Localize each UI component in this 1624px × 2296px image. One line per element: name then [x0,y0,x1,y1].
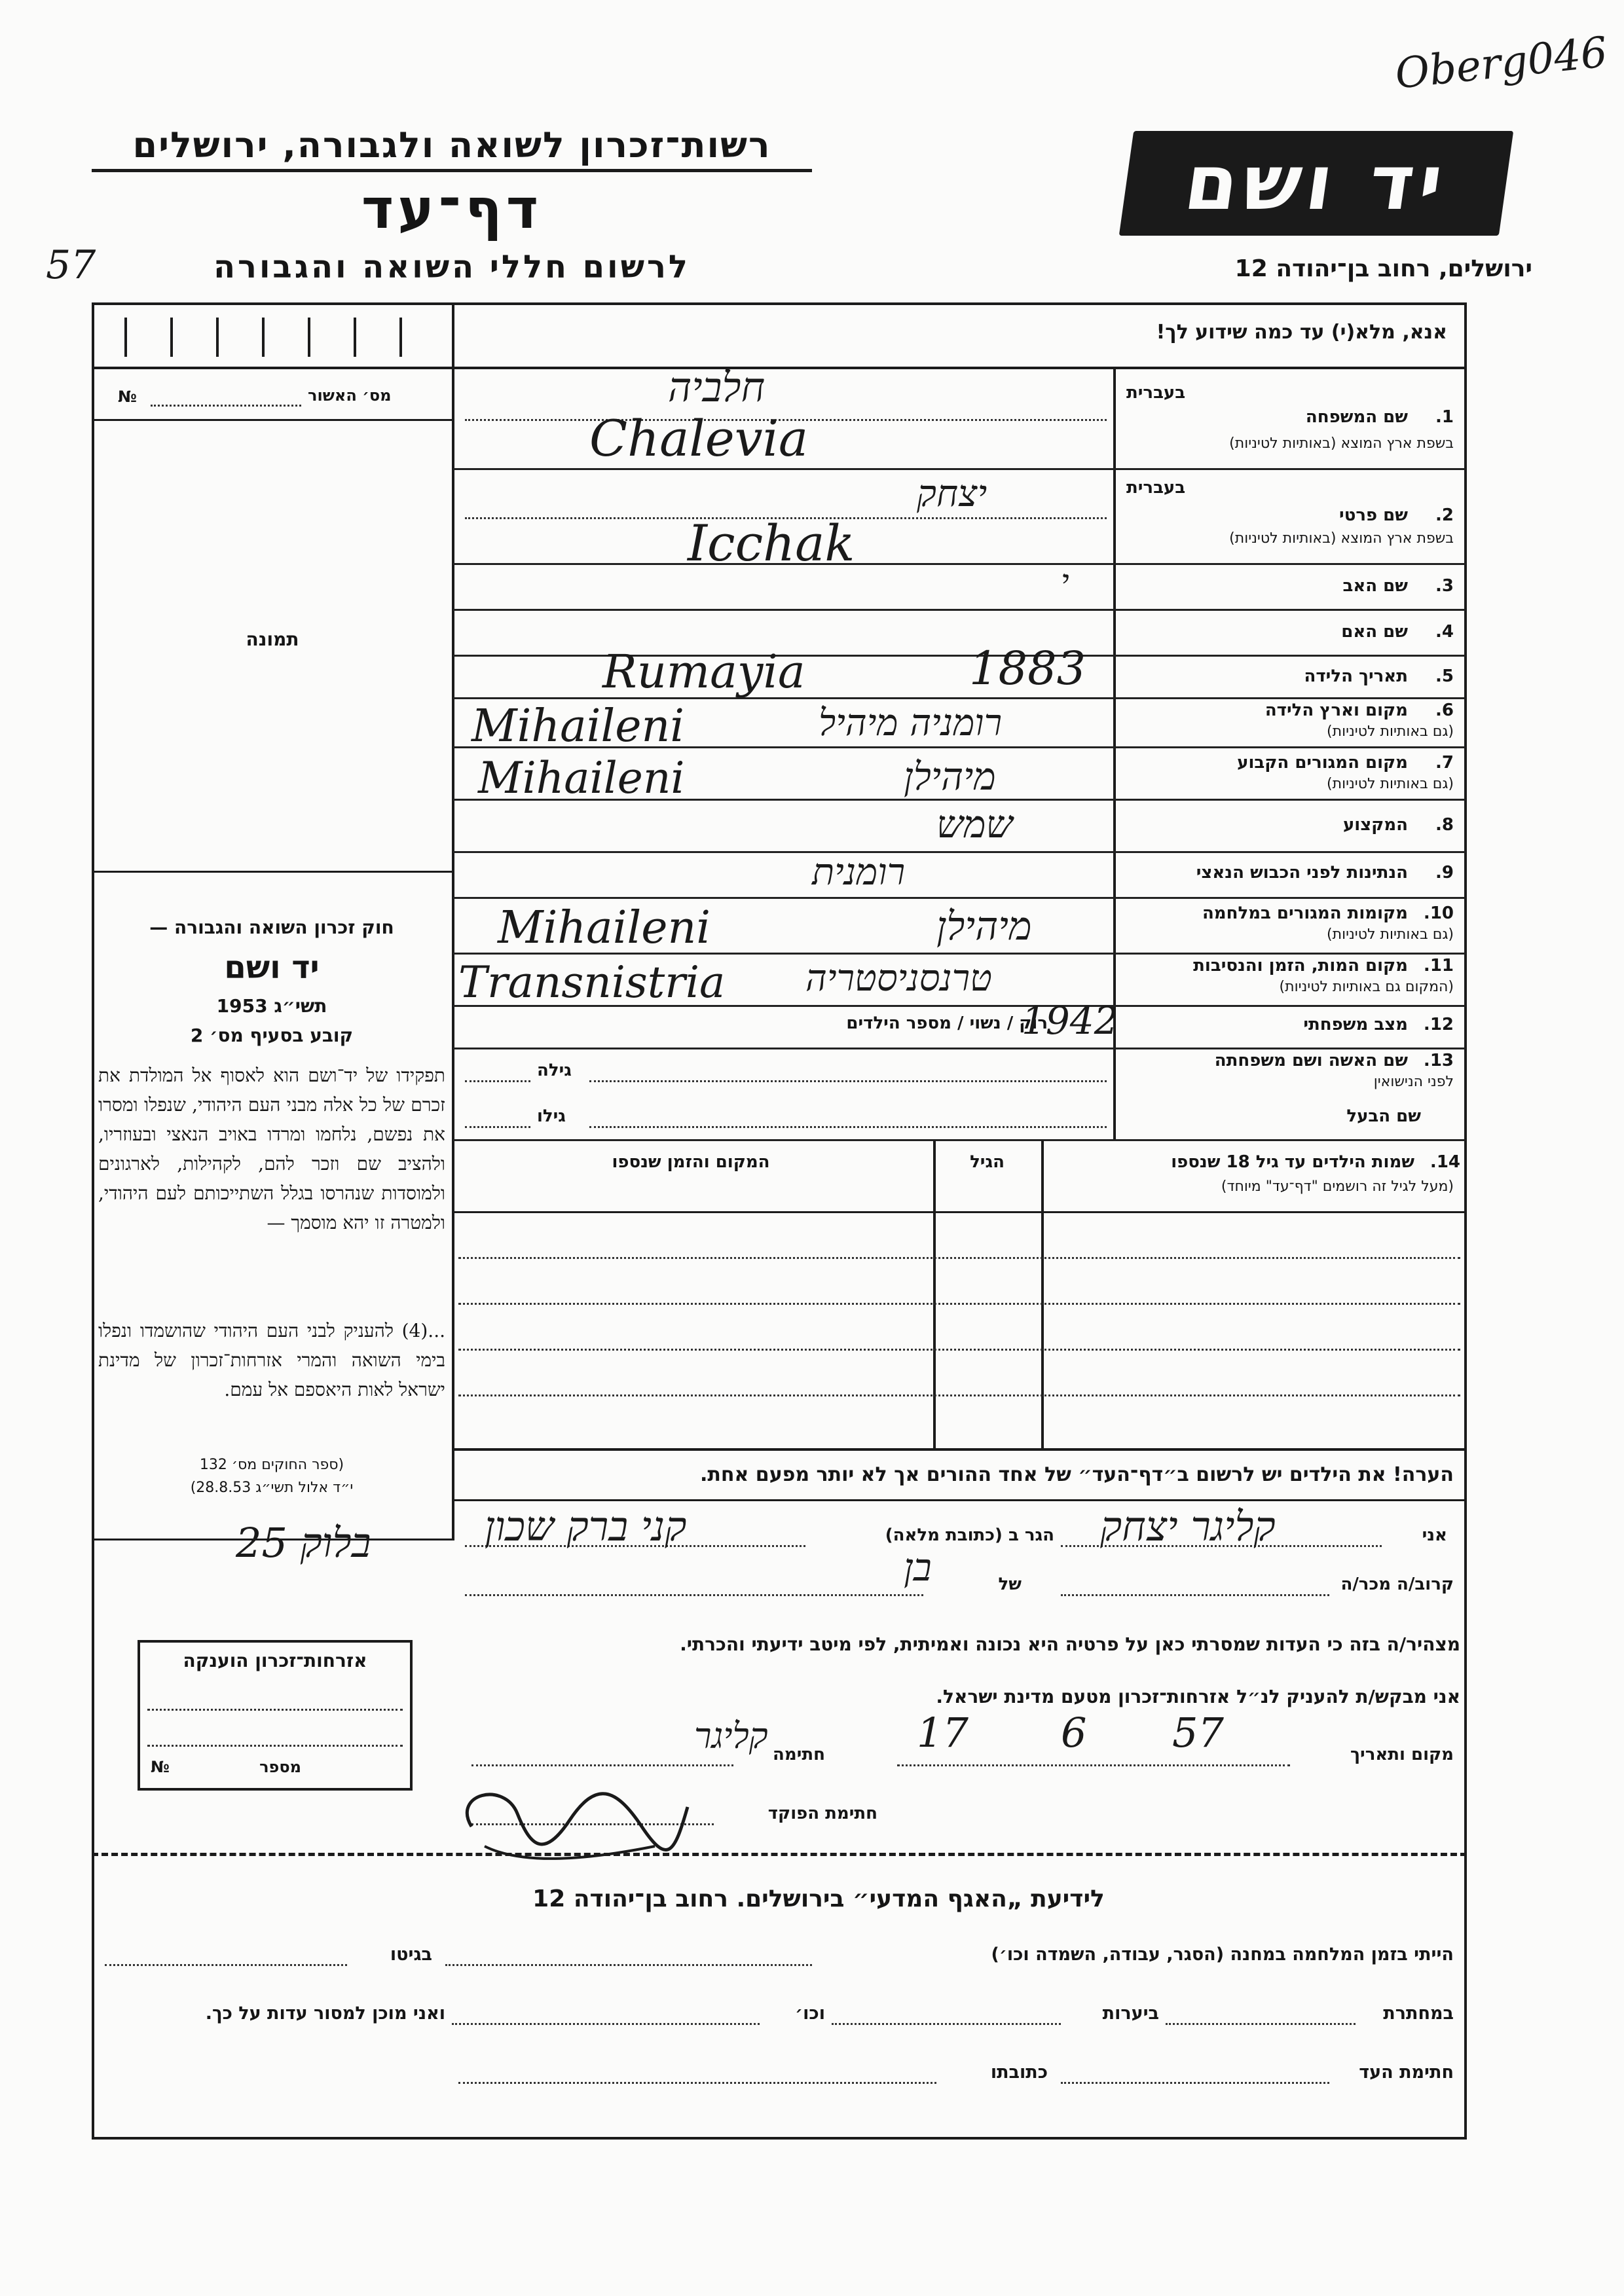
place-date-field[interactable] [897,1764,1290,1766]
forests-field[interactable] [832,2023,1061,2025]
profession[interactable]: שמש [936,802,1013,847]
field-13-label: שם האשה ושם משפחתה [1214,1051,1408,1070]
footer-etc-label: וכו׳ [795,2003,825,2024]
footer-separator [92,1853,1467,1856]
field-5-number: 5. [1435,666,1454,686]
divider [453,851,1466,853]
divider [453,609,1466,611]
death-year[interactable]: 1942 [1022,998,1118,1043]
child-row-1[interactable] [458,1257,1460,1259]
field-14-sub: (מעל לגיל זה רושמים "דף־עד" מיוחד) [1221,1178,1454,1195]
signature-label: חתימה [773,1745,825,1764]
death-place-hebrew[interactable]: טרנסניסטריה [805,957,992,1000]
marital-options: רוק / נשוי / מספר הילדים [846,1013,1048,1033]
date-month[interactable]: 6 [1061,1709,1087,1757]
logo-text: יד ושם [1179,139,1454,227]
birth-country[interactable]: Rumayia [602,645,805,699]
field-2-label: שם פרטי [1339,505,1408,525]
signature[interactable]: קליגר [694,1715,768,1757]
birth-place-hebrew[interactable]: רומניה מיהיל [819,702,1003,744]
law-ref-2: י״ד אלול תשי״ג 28.8.53) [190,1480,354,1496]
declaration-i-label: אני [1422,1525,1447,1545]
divider [453,468,1466,470]
field-7-label: מקום המגורים הקבוע [1237,753,1408,773]
field-10-label: מקומות המגורים במלחמה [1202,903,1408,923]
law-title: חוק זכרון השואה והגבורה — [149,917,394,938]
residence-hebrew[interactable]: מיהילן [904,754,996,799]
war-residence-hebrew[interactable]: מיהילן [936,903,1032,949]
field-11-label: מקום המות, הזמן והנסיבות [1193,956,1408,975]
witness-signature-field[interactable] [1061,2082,1329,2084]
residence-latin[interactable]: Mihaileni [478,753,685,803]
date-day[interactable]: 17 [917,1709,969,1757]
field-1-hebrew-tag: בעברית [1126,383,1186,403]
death-place-latin[interactable]: Transnistria [458,957,726,1008]
divider [453,1499,1466,1501]
field-8-label: המקצוע [1342,815,1408,835]
divider [453,1448,1466,1451]
law-text: תפקידו של יד־ושם הוא לאסוף אל המולדת את זכרם של כל אלה מבני העם היהודי, שנפלו ומסרו את נפשם, נלחמו ומרדו באויב הנאצי ובעוזריו, ולהציב שם וזכר להם, לקהילות, לארגונים ולמוסדות שנהרסו בגלל השתייכותם לעם היהודי, ולמטרה זו יהא מוסמך — [98,1065,445,1233]
field-14-label: שמות הילדים עד גיל 18 שנספו [1171,1152,1414,1172]
address: ירושלים, רחוב בן־יהודה 12 [1234,255,1532,282]
header-rule [92,169,812,172]
relative-label: קרוב/ה מכר/ה [1340,1575,1454,1594]
divider [453,563,1466,565]
law-name: יד ושם [224,949,320,986]
relation-field[interactable] [1061,1594,1329,1596]
children-col-2 [1041,1140,1044,1448]
field-1-sub: בשפת ארץ המוצא (באותיות לטיניות) [1229,435,1454,452]
divider [92,367,1467,369]
divider [453,1048,1466,1049]
husband-label: שם הבעל [1346,1106,1421,1126]
form-subtitle: לרשום חללי השואה והגבורה [213,249,690,285]
photo-area[interactable] [95,422,450,867]
divider [453,1139,1466,1141]
field-14-number: 14. [1430,1152,1460,1172]
field-1-number: 1. [1435,407,1454,427]
field-4-label: שם האם [1341,622,1408,642]
ghetto-field[interactable] [105,1964,347,1966]
citizenship-number-label: מספר [259,1758,301,1776]
etc-field[interactable] [452,2023,760,2025]
form-title: דף־עד [361,177,543,241]
field-1-label: שם המשפחה [1305,407,1408,427]
date-year[interactable]: 57 [1172,1709,1224,1757]
divider [453,897,1466,899]
law-clause: קובע בסעיף מס׳ 2 [190,1025,354,1046]
law-ref-1: (ספר החוקים מס׳ 132 [199,1457,344,1473]
margin-note: 57 [46,242,96,288]
birth-place-latin[interactable]: Mihaileni [471,701,684,752]
approval-no-label: № [118,388,137,406]
given-name-latin[interactable]: Icchak [688,514,855,572]
field-4-number: 4. [1435,622,1454,642]
wife-name-field[interactable] [589,1080,1107,1082]
children-col-1 [933,1140,936,1448]
witness-address[interactable]: קני ברק שכון [485,1503,687,1550]
child-row-4[interactable] [458,1394,1460,1396]
authority-title: רשות־זכרון לשואה ולגבורה, ירושלים [132,124,771,166]
citizenship-line-1[interactable] [147,1709,403,1711]
photo-label: תמונה [246,629,299,650]
citizenship-title: אזרחות־זכרון הוענקה [183,1650,367,1671]
witness-name[interactable]: קליגר יצחק [1100,1503,1276,1550]
request-note: אנא, מלא(י) עד כמה שידוע לך! [1156,321,1447,344]
field-2-hebrew-tag: בעברית [1126,478,1186,498]
citizenship-line-2[interactable] [147,1745,403,1747]
signature-field[interactable] [471,1764,733,1766]
note: הערה! את הילדים יש לרשום ב״דף־העד״ של אחד ההורים אך לא יותר מפעם אחת. [700,1463,1454,1486]
tally-box [105,314,432,360]
footer-camp-text: הייתי בזמן המלחמה במחנה (הסגר, עבודה, השמדה וכו׳) [991,1944,1454,1965]
field-2-number: 2. [1435,505,1454,525]
field-9-label: הנתינות לפני הכבוש הנאצי [1196,863,1408,883]
footer-ghetto-label: בגיטו [390,1944,432,1965]
field-3-number: 3. [1435,576,1454,596]
officer-signature-scrawl [445,1768,694,1872]
field-6-sub: (גם באותיות לטיניות) [1327,723,1454,740]
archive-number: Oberg046 [1393,28,1610,99]
of-field[interactable] [465,1594,923,1596]
surname-latin[interactable]: Chalevia [589,409,809,467]
wife-age-field[interactable] [465,1080,530,1082]
husband-age-label: גילו [537,1106,566,1126]
law-text-2: ...(4) להעניק לבני העם היהודי שהושמדו ונפלו בימי השואה והמרי אזרחות־זכרון של מדינת ישראל לאות היאספם אל עמם. [98,1320,445,1400]
footer-address-label: כתובתו [990,2062,1048,2083]
footer-title: לידיעת „האגף המדעי״ בירושלים. רחוב בן־יהודה 12 [532,1886,1105,1912]
husband-name-field[interactable] [589,1126,1107,1128]
of-label: של [998,1575,1022,1594]
field-8-number: 8. [1435,815,1454,835]
child-row-3[interactable] [458,1349,1460,1351]
field-12-number: 12. [1423,1015,1454,1034]
field-12-label: מצב משפחתי [1303,1015,1408,1034]
field-13-sub: לפני הנישואין [1373,1074,1454,1090]
footer-testimony-text: ואני מוכן למסור עדות על כך. [205,2003,445,2024]
divider [92,419,453,421]
law-year: תשי״ג 1953 [216,995,327,1017]
field-13-number: 13. [1423,1051,1454,1070]
nationality[interactable]: רומנית [812,851,906,894]
field-10-sub: (גם באותיות לטיניות) [1327,926,1454,943]
footer-forests-label: ביערות [1102,2003,1159,2024]
field-11-sub: (המקום גם באותיות לטיניות) [1279,979,1454,995]
father-name[interactable]: י [1061,563,1069,600]
resident-label: הגר ב (כתובת מלאה) [885,1525,1054,1545]
field-7-number: 7. [1435,753,1454,773]
yad-vashem-logo [1119,131,1513,236]
field-9-number: 9. [1435,863,1454,883]
given-name-hebrew[interactable]: יצחק [917,473,987,515]
children-place-header: המקום והזמן שנספו [612,1152,770,1172]
witness-block[interactable]: בלוק 25 [236,1519,371,1567]
underground-field[interactable] [1166,2023,1356,2025]
approval-label: מס׳ האשור [308,386,392,405]
witness-address-field[interactable] [458,2082,936,2084]
war-residence-latin[interactable]: Mihaileni [498,902,710,954]
relation-value[interactable]: בן [904,1545,932,1590]
birth-year[interactable]: 1883 [969,642,1086,695]
left-column-divider [452,302,454,1540]
husband-age-field[interactable] [465,1126,530,1128]
field-10-number: 10. [1423,903,1454,923]
children-age-header: הגיל [970,1152,1005,1172]
wife-age-label: גילה [537,1061,572,1080]
divider [453,1211,1466,1213]
field-5-label: תאריך הלידה [1304,666,1408,686]
citizenship-no-label: № [151,1758,170,1776]
field-6-number: 6. [1435,701,1454,720]
officer-signature-label: חתימת הפוקד [767,1804,877,1823]
field-7-sub: (גם באותיות לטיניות) [1327,776,1454,792]
footer-witness-signature-label: חתימת העד [1359,2062,1454,2083]
field-6-label: מקום וארץ הלידה [1264,701,1408,720]
field-2-sub: בשפת ארץ המוצא (באותיות לטיניות) [1229,530,1454,547]
declaration-statement: מצהיר/ה בזה כי העדות שמסרתי כאן על פרטיה היא נכונה ואמיתית, לפי מיטב ידיעתי והכרתי. [680,1633,1460,1655]
declaration-request: אני מבקש/ת להעניק לנ״ל אזרחות־זכרון מטעם מדינת ישראל. [936,1686,1460,1707]
surname-hebrew[interactable]: חלביה [668,363,766,411]
approval-field[interactable] [151,405,301,407]
camp-field[interactable] [445,1964,812,1966]
child-row-2[interactable] [458,1303,1460,1305]
footer-underground-label: במחתרת [1383,2003,1454,2024]
field-3-label: שם האב [1342,576,1408,596]
field-11-number: 11. [1423,956,1454,975]
divider [92,871,453,873]
place-date-label: מקום ותאריך [1350,1745,1454,1764]
